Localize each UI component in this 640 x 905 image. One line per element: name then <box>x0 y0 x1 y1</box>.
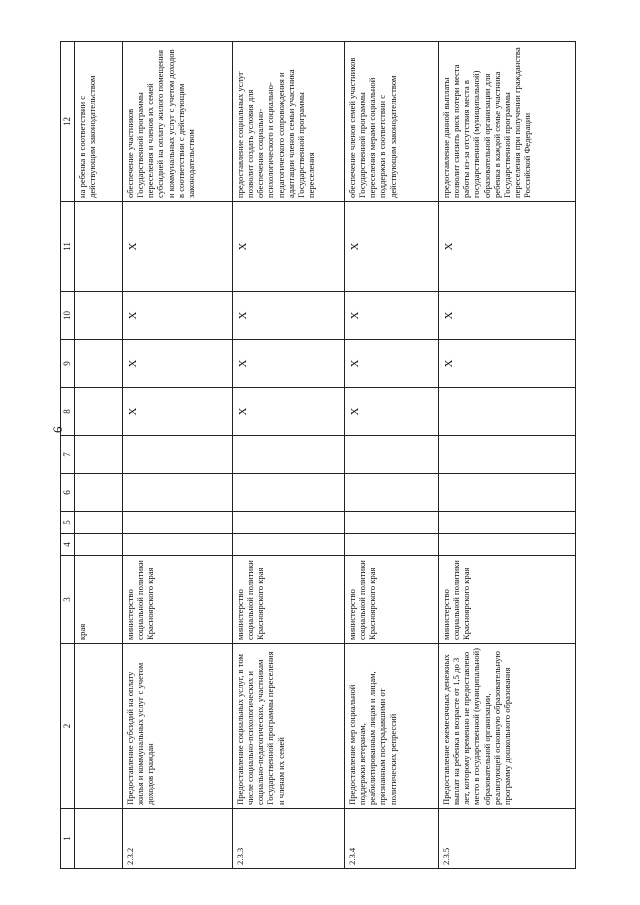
row-number: 2.3.2 <box>123 809 233 869</box>
mark-col9: X <box>439 340 576 388</box>
mark-col8 <box>439 388 576 436</box>
table-row <box>439 42 576 869</box>
mark-col10: X <box>123 292 233 340</box>
program-measures-table <box>60 41 576 869</box>
page-number: 6 <box>50 426 65 433</box>
row-number: 2.3.3 <box>233 809 345 869</box>
header-cell: 11 <box>61 202 75 292</box>
header-cell: 12 <box>61 42 75 202</box>
mark-col9: X <box>345 340 439 388</box>
table-row <box>123 42 233 869</box>
header-cell: 6 <box>61 474 75 512</box>
header-cell: 1 <box>61 809 75 869</box>
measure-title: Предоставление социальных услуг, в том числе социально-психологических и социально-педагогических, участникам Государственной программы переселения и членам их семей <box>233 644 345 809</box>
expected-result: предоставление данной выплаты позволит снизить риск потери места работы из-за отсутствия места в государственной (муниципальной) образовательной организации для ребенка в каждой семье участника Государственной программы переселения при получении гражданства Российской Федерации <box>439 42 576 202</box>
header-cell: 4 <box>61 534 75 556</box>
row-number: 2.3.4 <box>345 809 439 869</box>
continuation-result: на ребенка в соответствии с действующим законодательством <box>75 42 123 202</box>
executor: министерство социальной политики Красноярского края <box>233 556 345 644</box>
mark-col11: X <box>345 202 439 292</box>
continuation-executor: края <box>75 556 123 644</box>
executor: министерство социальной политики Красноярского края <box>345 556 439 644</box>
mark-col11: X <box>439 202 576 292</box>
expected-result: обеспечение членов семей участников Государственной программы переселения мерами социальной поддержки в соответствии с действующим законодательством <box>345 42 439 202</box>
mark-col9: X <box>233 340 345 388</box>
mark-col11: X <box>233 202 345 292</box>
rotated-table-container <box>60 42 575 869</box>
table-row <box>345 42 439 869</box>
header-cell: 3 <box>61 556 75 644</box>
measure-title: Предоставление субсидий на оплату жилья и коммунальных услуг с учетом доходов граждан <box>123 644 233 809</box>
mark-col8: X <box>233 388 345 436</box>
header-cell: 10 <box>61 292 75 340</box>
table-row <box>233 42 345 869</box>
mark-col8: X <box>345 388 439 436</box>
executor: министерство социальной политики Красноярского края <box>123 556 233 644</box>
mark-col10: X <box>439 292 576 340</box>
mark-col10: X <box>345 292 439 340</box>
header-cell: 5 <box>61 512 75 534</box>
header-cell: 9 <box>61 340 75 388</box>
mark-col9: X <box>123 340 233 388</box>
mark-col8: X <box>123 388 233 436</box>
executor: министерство социальной политики Красноярского края <box>439 556 576 644</box>
measure-title: Предоставление ежемесячных денежных выплат на ребенка в возрасте от 1,5 до 3 лет, которому временно не предоставлено место в государственной (муниципальной) образовательной организации, реализующей основную образовательную программу дошкольного образования <box>439 644 576 809</box>
row-number: 2.3.5 <box>439 809 576 869</box>
header-cell: 2 <box>61 644 75 809</box>
mark-col10: X <box>233 292 345 340</box>
header-cell: 8 <box>61 388 75 436</box>
header-cell: 7 <box>61 436 75 474</box>
continuation-row <box>75 42 123 869</box>
mark-col11: X <box>123 202 233 292</box>
measure-title: Предоставление мер социальной поддержки ветеранам, реабилитированным лицам и лицам, признанным пострадавшими от политических репрессий <box>345 644 439 809</box>
header-row <box>61 42 75 869</box>
expected-result: предоставление социальных услуг позволит создать условия для обеспечения социально-психологического и социально-педагогического сопровождения и адаптации членов семьи участника Государственной программы переселения <box>233 42 345 202</box>
expected-result: обеспечение участников Государственной программы переселения и членов их семей субсидией на оплату жилого помещения и коммунальных услуг с учетом доходов в соответствии с действующим законодательством <box>123 42 233 202</box>
